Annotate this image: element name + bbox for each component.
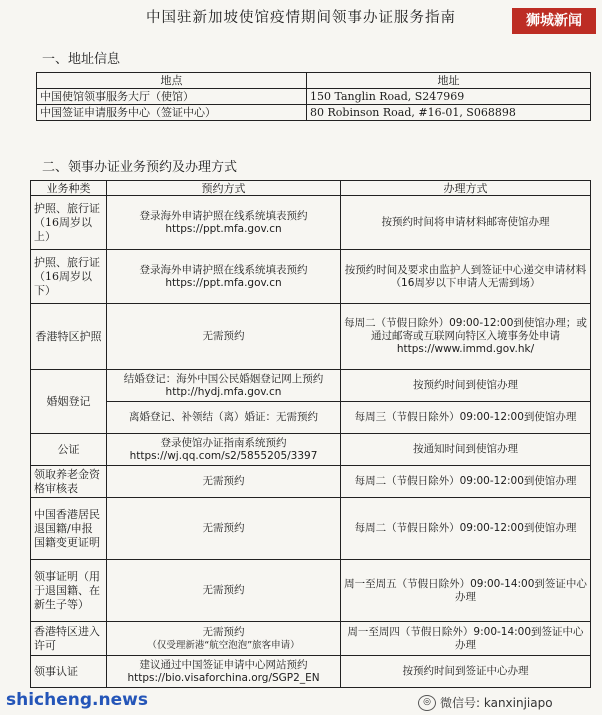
booking-note: （仅受理新港“航空泡泡”旅客申请） [147,639,300,651]
handling-text: 按预约时间及要求由监护人到签证中心递交申请材料 [344,263,587,276]
column-header: 预约方式 [107,181,341,196]
table-row [37,89,591,105]
service-type-cell: 护照、旅行证（16周岁以下） [31,250,107,304]
handling-cell: 周一至周四（节假日除外）9:00-14:00到签证中心办理 [341,622,591,656]
booking-cell [107,622,341,656]
handling-cell: 周一至周五（节假日除外）09:00-14:00到签证中心办理 [341,560,591,622]
table-row [31,656,591,688]
booking-link[interactable]: https://ppt.mfa.gov.cn [165,222,282,235]
booking-cell [107,196,341,250]
service-type-cell: 公证 [31,434,107,466]
table-row [31,434,591,466]
handling-note: （16周岁以下申请人无需到场） [390,276,541,289]
table-row [31,402,591,434]
booking-cell: 离婚登记、补领结（离）婚证：无需预约 [107,402,341,434]
booking-cell: 结婚登记：海外中国公民婚姻登记网上预约 http://hydj.mfa.gov.cn [107,370,341,402]
handling-cell: 按预约时间到使馆办理 [341,370,591,402]
booking-text: 登录海外申请护照在线系统填表预约 [139,209,308,222]
table-row [31,250,591,304]
service-type-cell: 中国香港居民退国籍/申报国籍变更证明 [31,498,107,560]
table-row [31,622,591,656]
wechat-icon: ◎ [418,695,436,711]
table-row [31,560,591,622]
booking-cell [107,250,341,304]
service-type-cell: 领事认证 [31,656,107,688]
watermark-badge: 狮城新闻 [512,8,596,34]
booking-text: 登录使馆办证指南系统预约 [160,436,287,449]
table-row [31,304,591,370]
booking-text: 登录海外申请护照在线系统填表预约 [139,263,308,276]
table-row [31,370,591,402]
column-header: 地址 [307,73,591,89]
section1-heading: 一、地址信息 [42,52,121,67]
column-header: 地点 [37,73,307,89]
table-row [31,196,591,250]
section2-heading: 二、领事办证业务预约及办理方式 [42,160,238,175]
place-cell: 中国使馆领事服务大厅（使馆） [37,89,307,105]
address-cell: 80 Robinson Road, #16-01, S068898 [307,105,591,121]
page-title: 中国驻新加坡使馆疫情期间领事办证服务指南 [146,10,456,26]
service-type-cell: 领取养老金资格审核表 [31,466,107,498]
table-row [31,498,591,560]
place-cell: 中国签证申请服务中心（签证中心） [37,105,307,121]
services-table [30,180,591,688]
handling-cell [341,304,591,370]
booking-cell: 无需预约 [107,498,341,560]
wechat-watermark [418,694,553,711]
handling-text: 每周二（节假日除外）09:00-12:00到使馆办理；或通过邮寄或互联网向特区入境事务处申请 [344,317,587,342]
booking-link[interactable]: https://wj.qq.com/s2/5855205/3397 [129,449,318,462]
handling-cell: 每周三（节假日除外）09:00-12:00到使馆办理 [341,402,591,434]
booking-cell: 无需预约 [107,560,341,622]
handling-cell: 每周二（节假日除外）09:00-12:00到使馆办理 [341,466,591,498]
address-cell: 150 Tanglin Road, S247969 [307,89,591,105]
column-header: 办理方式 [341,181,591,196]
service-type-cell: 领事证明（用于退国籍、在新生子等） [31,560,107,622]
table-header-row [37,73,591,89]
booking-link[interactable]: https://bio.visaforchina.org/SGP2_EN [127,671,320,684]
table-row [31,466,591,498]
booking-text: 无需预约 [202,625,245,638]
service-type-cell: 香港特区进入许可 [31,622,107,656]
booking-cell: 无需预约 [107,304,341,370]
service-type-cell: 香港特区护照 [31,304,107,370]
table-row [37,105,591,121]
site-watermark: shicheng.news [6,690,148,710]
table-header-row [31,181,591,196]
booking-cell: 无需预约 [107,466,341,498]
address-table [36,72,591,121]
booking-text: 建议通过中国签证申请中心网站预约 [139,658,308,671]
booking-cell [107,434,341,466]
handling-cell: 按预约时间到签证中心办理 [341,656,591,688]
service-type-cell: 婚姻登记 [31,370,107,434]
booking-cell [107,656,341,688]
service-type-cell: 护照、旅行证（16周岁以上） [31,196,107,250]
booking-link[interactable]: https://ppt.mfa.gov.cn [165,276,282,289]
handling-cell [341,250,591,304]
handling-cell: 按通知时间到使馆办理 [341,434,591,466]
column-header: 业务种类 [31,181,107,196]
wechat-id: 微信号: kanxinjiapo [440,696,553,710]
handling-cell: 按预约时间将申请材料邮寄使馆办理 [341,196,591,250]
handling-cell: 每周二（节假日除外）09:00-12:00到使馆办理 [341,498,591,560]
handling-link[interactable]: https://www.immd.gov.hk/ [396,343,535,355]
